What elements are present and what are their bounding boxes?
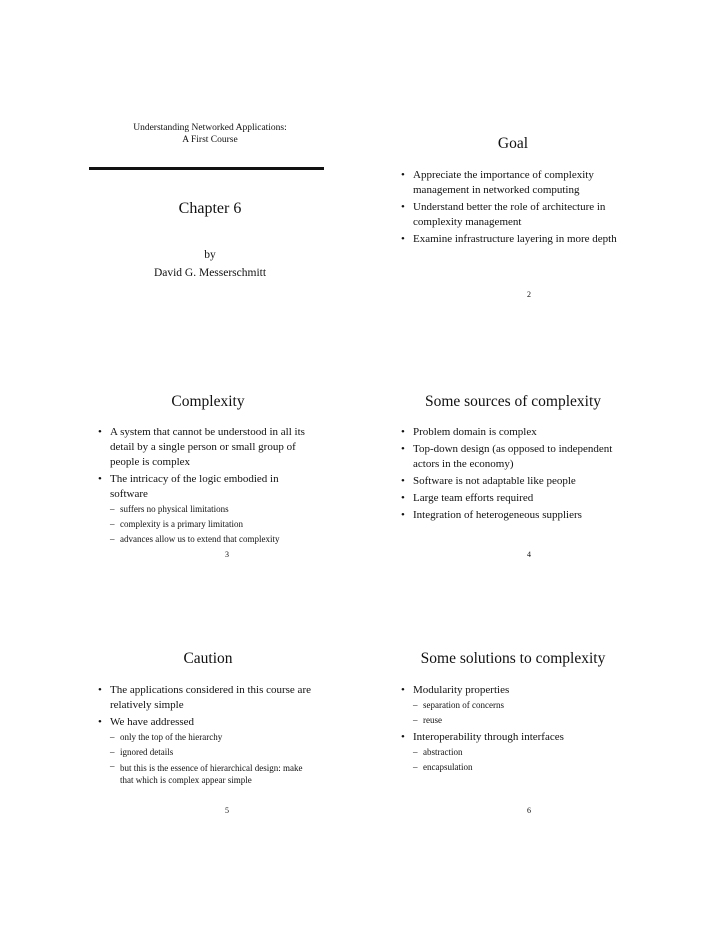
list-item: • Top-down design (as opposed to independent actors in the economy) bbox=[400, 442, 625, 472]
sub-list bbox=[110, 502, 317, 547]
bullets-caution bbox=[97, 683, 317, 788]
sub-list bbox=[413, 698, 625, 728]
list-item: • Software is not adaptable like people bbox=[400, 474, 625, 489]
sub-item: – complexity is a primary limitation bbox=[110, 517, 317, 532]
bullets-complexity bbox=[97, 425, 317, 549]
sub-item: – advances allow us to extend that complexity bbox=[110, 532, 317, 547]
page-number: 3 bbox=[225, 550, 229, 559]
list-item-text: Modularity properties bbox=[413, 684, 510, 696]
list-item: • Understand better the role of architecture in complexity management bbox=[400, 200, 625, 230]
sub-list bbox=[110, 730, 317, 786]
sub-item: – abstraction bbox=[413, 745, 625, 760]
sub-item: – only the top of the hierarchy bbox=[110, 730, 317, 745]
chapter-heading: Chapter 6 bbox=[178, 200, 242, 217]
course-title-line2: A First Course bbox=[182, 135, 238, 145]
author-block bbox=[110, 246, 310, 282]
sub-item: – but this is the essence of hierarchical design: make that which is complex appear simple bbox=[110, 760, 317, 786]
list-item: • Problem domain is complex bbox=[400, 425, 625, 440]
slide-title-sources: Some sources of complexity bbox=[424, 393, 602, 410]
list-item-text: The intricacy of the logic embodied in software bbox=[110, 473, 279, 500]
list-item bbox=[400, 683, 625, 728]
list-item: • Examine infrastructure layering in more depth bbox=[400, 232, 625, 247]
course-title bbox=[110, 122, 310, 146]
sub-item: – suffers no physical limitations bbox=[110, 502, 317, 517]
page-number: 6 bbox=[527, 806, 531, 815]
slide-title-goal: Goal bbox=[497, 135, 529, 152]
list-item bbox=[400, 730, 625, 775]
list-item: • A system that cannot be understood in all its detail by a single person or small group of people is complex bbox=[97, 425, 317, 470]
sub-item: – reuse bbox=[413, 713, 625, 728]
sub-item: – ignored details bbox=[110, 745, 317, 760]
sub-item: – encapsulation bbox=[413, 760, 625, 775]
bullets-solutions bbox=[400, 683, 625, 777]
list-item bbox=[97, 472, 317, 547]
sub-item: – separation of concerns bbox=[413, 698, 625, 713]
bullets-sources bbox=[400, 425, 625, 525]
list-item: • The applications considered in this course are relatively simple bbox=[97, 683, 317, 713]
slide-title-solutions: Some solutions to complexity bbox=[420, 650, 606, 667]
page-number: 4 bbox=[527, 550, 531, 559]
slide-title-caution: Caution bbox=[183, 650, 233, 667]
list-item-text: Interoperability through interfaces bbox=[413, 731, 564, 743]
list-item-text: We have addressed bbox=[110, 716, 195, 728]
slide-title-complexity: Complexity bbox=[171, 393, 245, 410]
list-item: • Large team efforts required bbox=[400, 491, 625, 506]
page-number: 5 bbox=[225, 806, 229, 815]
bullets-goal bbox=[400, 168, 625, 249]
list-item bbox=[97, 715, 317, 786]
list-item: • Appreciate the importance of complexity management in networked computing bbox=[400, 168, 625, 198]
sub-list bbox=[413, 745, 625, 775]
title-divider bbox=[89, 167, 324, 170]
page-number: 2 bbox=[527, 290, 531, 299]
list-item: • Integration of heterogeneous suppliers bbox=[400, 508, 625, 523]
by-label: by bbox=[204, 249, 216, 261]
course-title-line1: Understanding Networked Applications: bbox=[133, 123, 287, 133]
author-name: David G. Messerschmitt bbox=[153, 267, 267, 279]
